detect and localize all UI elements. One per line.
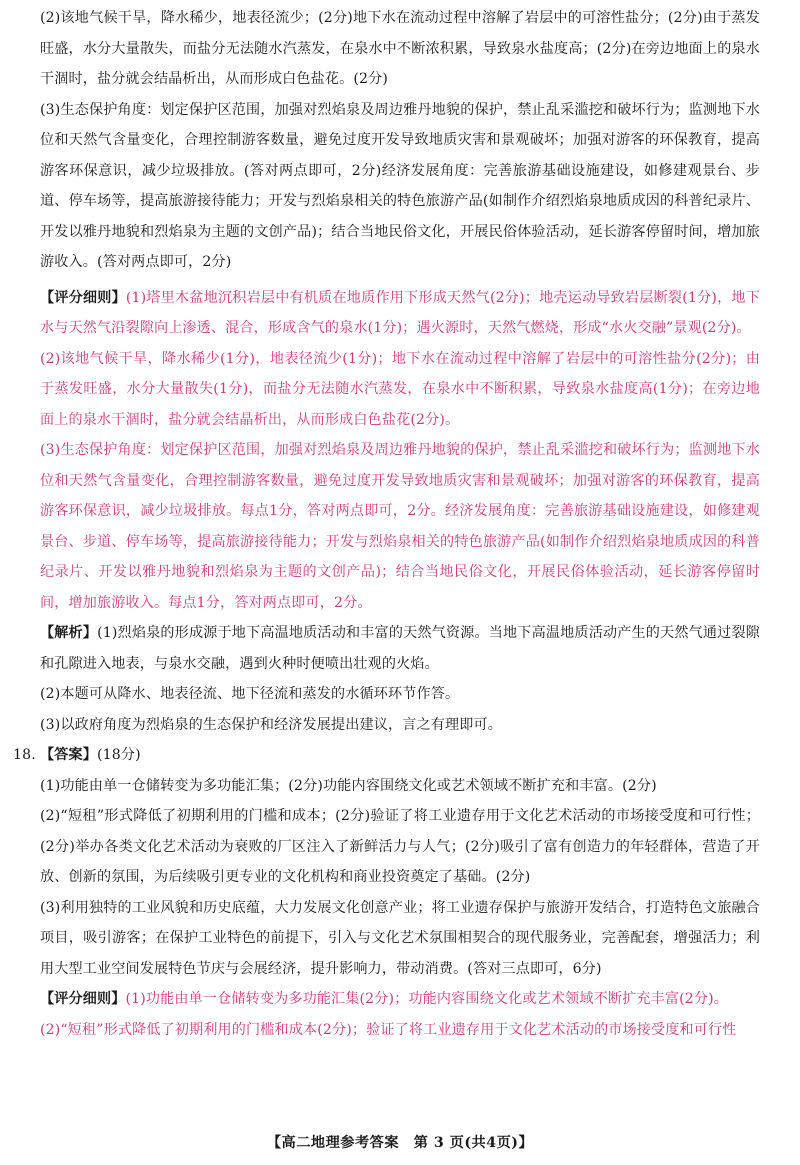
s17-analysis-part1: [40, 618, 760, 679]
answer-label: 【答案】: [40, 747, 97, 763]
s18-grading-part2: (2)“短租”形式降低了初期利用的门槛和成本(2分)；验证了将工业遗存用于文化艺术活动的市场接受度和可行性: [40, 1021, 737, 1038]
s17-analysis-part3: (3)以政府角度为烈焰泉的生态保护和经济发展提出建议，言之有理即可。: [40, 716, 502, 733]
s17-grading-part1: [40, 283, 760, 344]
s17-answer-part2: (2)该地气候干旱，降水稀少，地表径流少；(2分)地下水在流动过程中溶解了岩层中的可溶性盐分；(2分)由于蒸发旺盛，水分大量散失，而盐分无法随水汽蒸发，在泉水中不断浓积累，导致泉水盐度高；(2分)在旁边地面上的泉水干涸时，盐分就会结晶析出，从而形成白色盐花。(2分): [40, 10, 760, 87]
s18-grading-part1: [40, 984, 760, 1015]
s18-header: [13, 740, 760, 771]
grading-label: 【评分细则】: [40, 289, 126, 306]
grading-text: (1)功能由单一仓储转变为多功能汇集(2分)；功能内容围绕文化或艺术领域不断扩充丰富(2分)。: [125, 991, 728, 1007]
s17-grading-part2: (2)该地气候干旱，降水稀少(1分)，地表径流少(1分)；地下水在流动过程中溶解了岩层中的可溶性盐分(2分)；由于蒸发旺盛，水分大量散失(1分)，而盐分无法随水汽蒸发，在泉水中不断积累，导致泉水盐度高(1分)；在旁边地面上的泉水干涸时，盐分就会结晶析出，从而形成白色盐花(2分)。: [40, 350, 760, 428]
analysis-label: 【解析】: [40, 625, 98, 641]
question-number: 18.: [13, 747, 36, 763]
s17-answer-part3: (3)生态保护角度：划定保护区范围，加强对烈焰泉及周边雅丹地貌的保护，禁止乱采滥挖和破坏行为；监测地下水位和天然气含量变化，合理控制游客数量，避免过度开发导致地质灾害和景观破坏；加强对游客的环保教育，提高游客环保意识，减少垃圾排放。(答对两点即可，2分)经济发展角度：完善旅游基础设施建设，如修建观景台、步道、停车场等，提高旅游接待能力；开发与烈焰泉相关的特色旅游产品(如制作介绍烈焰泉地质成因的科普纪录片、开发以雅丹地貌和烈焰泉为主题的文创产品)；结合当地民俗文化，开展民俗体验活动，延长游客停留时间，增加旅游收入。(答对两点即可，2分): [40, 101, 760, 270]
s17-analysis-part2: (2)本题可从降水、地表径流、地下径流和蒸发的水循环环节作答。: [40, 686, 460, 702]
s18-answer-part3: (3)利用独特的工业风貌和历史底蕴，大力发展文化创意产业；将工业遗存保护与旅游开发结合，打造特色文旅融合项目，吸引游客；在保护工业特色的前提下，引入与文化艺术氛围相契合的现代服务业，完善配套，增强活力；利用大型工业空间发展特色节庆与会展经济，提升影响力，带动消费。(答对三点即可，6分): [40, 899, 760, 977]
question-score: (18分): [96, 747, 141, 763]
grading-text: (1)塔里木盆地沉积岩层中有机质在地质作用下形成天然气(2分)；地壳运动导致岩层断裂(1分)，地下水与天然气沿裂隙向上渗透、混合，形成含气的泉水(1分)；遇火源时，天然气燃烧，形成“水火交融”景观(2分)。: [40, 289, 760, 336]
page-footer: 【高二地理参考答案 第 3 页(共4页)】: [266, 1135, 534, 1151]
analysis-text: (1)烈焰泉的形成源于地下高温地质活动和丰富的天然气资源。当地下高温地质活动产生的天然气通过裂隙和孔隙进入地表，与泉水交融，遇到火种时便喷出壮观的火焰。: [40, 625, 760, 672]
s17-grading-part3: (3)生态保护角度：划定保护区范围，加强对烈焰泉及周边雅丹地貌的保护，禁止乱采滥挖和破坏行为；监测地下水位和天然气含量变化，合理控制游客数量，避免过度开发导致地质灾害和景观破坏；加强对游客的环保教育，提高游客环保意识，减少垃圾排放。每点1分，答对两点即可，2分。经济发展角度：完善旅游基础设施建设，如修建观景台、步道、停车场等，提高旅游接待能力；开发与烈焰泉相关的特色旅游产品(如制作介绍烈焰泉地质成因的科普纪录片、开发以雅丹地貌和烈焰泉为主题的文创产品)；结合当地民俗文化，开展民俗体验活动，延长游客停留时间，增加旅游收入。每点1分，答对两点即可，2分。: [40, 442, 760, 611]
grading-label: 【评分细则】: [40, 991, 126, 1007]
s18-answer-part2: (2)“短租”形式降低了初期利用的门槛和成本；(2分)验证了将工业遗存用于文化艺术活动的市场接受度和可行性；(2分)举办各类文化艺术活动为衰败的厂区注入了新鲜活力与人气；(2分)吸引了富有创造力的年轻群体，营造了开放、创新的氛围，为后续吸引更专业的文化机构和商业投资奠定了基础。(2分): [40, 808, 760, 885]
s18-answer-part1: (1)功能由单一仓储转变为多功能汇集；(2分)功能内容围绕文化或艺术领域不断扩充和丰富。(2分): [40, 777, 657, 794]
